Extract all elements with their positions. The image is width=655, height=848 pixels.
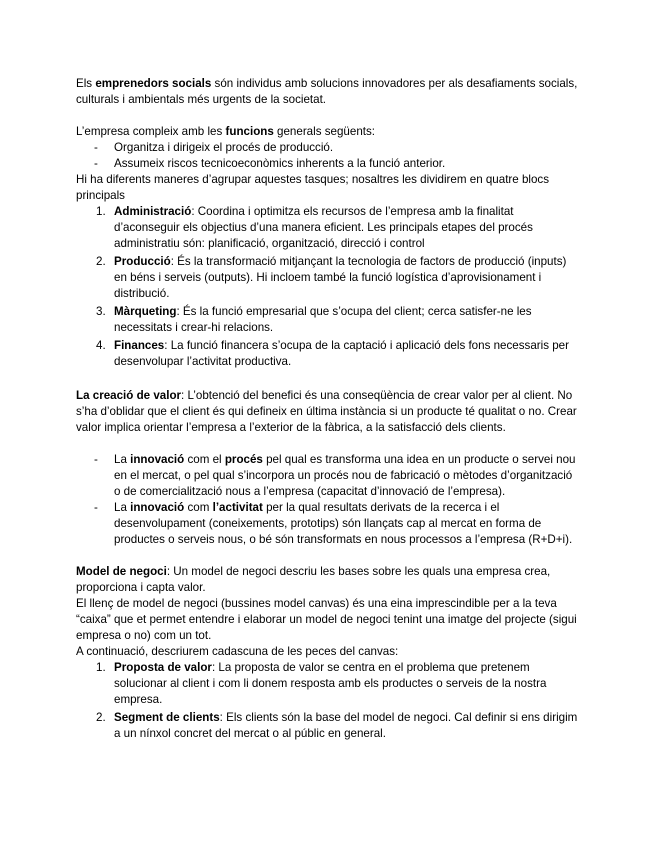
term-emprenedors-socials: emprenedors socials bbox=[95, 77, 212, 90]
list-item: 2. Producció: És la transformació mitjançant la tecnologia de factors de producció (inputs) en béns i serveis (outputs). Hi incloem també la funció logística d’aprovisionament i distribució. bbox=[96, 255, 567, 300]
innovacio-list bbox=[76, 452, 579, 548]
term-model-de-negoci: Model de negoci bbox=[76, 565, 167, 578]
groups-paragraph: Hi ha diferents maneres d’agrupar aquestes tasques; nosaltres les dividirem en quatre blocs principals bbox=[76, 173, 550, 202]
valor-paragraph: La creació de valor: L’obtenció del benefici és una conseqüència de crear valor per al client. No s’ha d’oblidar que el client és qui defineix en última instància si un producte té qualitat o no. Crear valor implica orientar l’empresa a l’exterior de la fàbrica, a la satisfacció dels clients. bbox=[76, 389, 577, 434]
funcions-lead: L’empresa compleix amb les funcions generals següents: bbox=[76, 125, 376, 138]
negoci-paragraph: Model de negoci: Un model de negoci descriu les bases sobre les quals una empresa crea, proporciona i capta valor. bbox=[76, 565, 551, 594]
list-item: - La innovació com el procés pel qual es transforma una idea en un producte o servei nou en el mercat, o pel qual s’incorpora un procés nou de fabricació o mètodes d’organització o de comercialització nous a l’empresa (capacitat d’innovació de l’empresa). bbox=[76, 452, 579, 500]
list-item: 1. Proposta de valor: La proposta de valor se centra en el problema que pretenem solucionar al client i com li donem resposta amb els productes o serveis de la nostra empresa. bbox=[96, 661, 547, 706]
canvas-paragraph: El llenç de model de negoci (bussines model canvas) és una eina imprescindible per a la teva “caixa” que et permet entendre i elaborar un model de negoci tenint una imatge del projecte (sigui empresa o no) com un tot. bbox=[76, 597, 577, 642]
term-creacio-de-valor: La creació de valor bbox=[76, 389, 182, 402]
list-item: - Assumeix riscos tecnicoeconòmics inherents a la funció anterior. bbox=[76, 156, 579, 172]
intro-paragraph: Els emprenedors socials són individus amb solucions innovadores per als desafiaments socials, culturals i ambientals més urgents de la societat. bbox=[76, 77, 578, 106]
canvas-list bbox=[76, 660, 579, 742]
list-item: 1. Administració: Coordina i optimitza els recursos de l’empresa amb la finalitat d’aconseguir els objectius d’una manera eficient. Les principals etapes del procés administratiu són: planificació, organització, direcció i control bbox=[96, 205, 533, 250]
list-item: 2. Segment de clients: Els clients són la base del model de negoci. Cal definir si ens dirigim a un nínxol concret del mercat o al públic en general. bbox=[96, 711, 578, 740]
list-item: 4. Finances: La funció financera s’ocupa de la captació i aplicació dels fons necessaris per desenvolupar l’activitat productiva. bbox=[96, 339, 569, 368]
term-funcions: funcions bbox=[225, 125, 274, 138]
blocks-list bbox=[76, 204, 579, 370]
list-item: 3. Màrqueting: És la funció empresarial que s’ocupa del client; cerca satisfer-ne les necessitats i crear-hi relacions. bbox=[96, 305, 532, 334]
list-item: - La innovació com l’activitat per la qual resultats derivats de la recerca i el desenvolupament (coneixements, prototips) són llançats cap al mercat en forma de productes o serveis nous, o bé són transformats en nous processos a l’empresa (R+D+i). bbox=[76, 500, 579, 548]
funcions-list bbox=[76, 140, 579, 172]
list-item: - Organitza i dirigeix el procés de producció. bbox=[76, 140, 579, 156]
canvas-intro: A continuació, descriurem cadascuna de les peces del canvas: bbox=[76, 645, 399, 658]
